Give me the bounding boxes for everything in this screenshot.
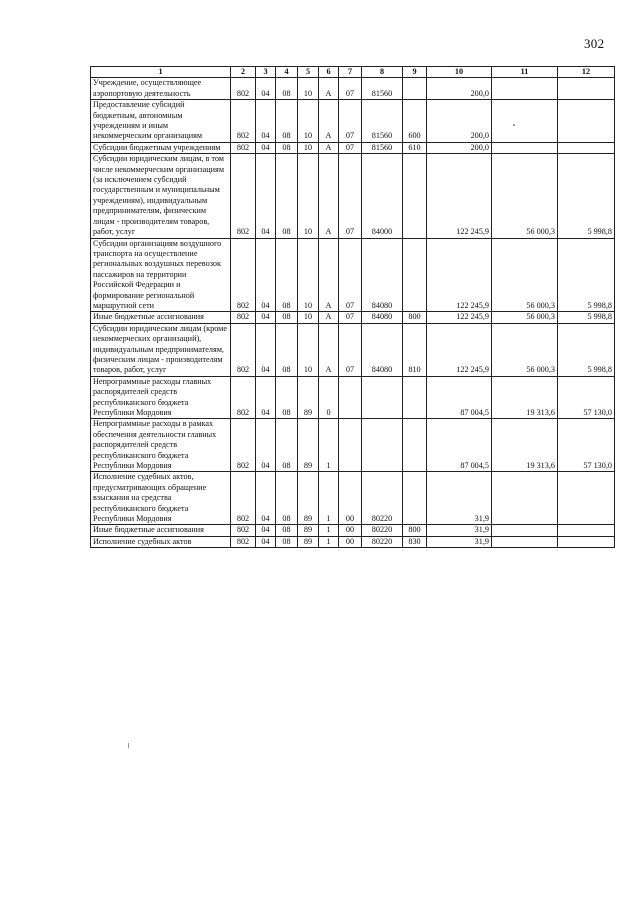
cell-c2: 802 xyxy=(231,419,256,472)
cell-c4: 08 xyxy=(276,142,298,153)
scan-mark xyxy=(128,743,129,748)
cell-c5: 10 xyxy=(298,323,319,376)
table-row xyxy=(91,78,615,100)
cell-c10: 31,9 xyxy=(427,472,492,525)
cell-c8: 84080 xyxy=(362,323,403,376)
column-header: 12 xyxy=(558,67,615,78)
cell-c11 xyxy=(492,472,558,525)
cell-c8: 81560 xyxy=(362,100,403,143)
cell-c3: 04 xyxy=(256,238,276,312)
cell-c10: 31,9 xyxy=(427,536,492,547)
row-description xyxy=(91,142,231,153)
cell-c7: 00 xyxy=(339,536,362,547)
cell-c6: 1 xyxy=(319,536,339,547)
cell-c6: 0 xyxy=(319,376,339,419)
cell-c2: 802 xyxy=(231,312,256,323)
cell-c9 xyxy=(403,154,427,238)
table-row xyxy=(91,419,615,472)
cell-c7 xyxy=(339,376,362,419)
table-row xyxy=(91,154,615,238)
column-header: 3 xyxy=(256,67,276,78)
cell-c9 xyxy=(403,376,427,419)
cell-c4: 08 xyxy=(276,472,298,525)
column-header: 6 xyxy=(319,67,339,78)
cell-c8 xyxy=(362,376,403,419)
row-description-text: Субсидии юридическим лицам, в том числе некоммерческим организациям (за исключением субсидий государственным и муниципальным учреждениям), индивидуальным предпринимателям, физическим лицам - производителям товаров, работ, услуг xyxy=(93,154,224,237)
cell-c7: 07 xyxy=(339,142,362,153)
cell-c3: 04 xyxy=(256,100,276,143)
row-description xyxy=(91,536,231,547)
cell-c10: 200,0 xyxy=(427,78,492,100)
cell-c3: 04 xyxy=(256,142,276,153)
cell-c12: 5 998,8 xyxy=(558,154,615,238)
cell-c12 xyxy=(558,142,615,153)
cell-c8: 84080 xyxy=(362,238,403,312)
budget-table xyxy=(90,66,615,548)
row-description xyxy=(91,376,231,419)
cell-c10: 87 004,5 xyxy=(427,419,492,472)
cell-c2: 802 xyxy=(231,100,256,143)
column-header: 8 xyxy=(362,67,403,78)
cell-c12: 5 998,8 xyxy=(558,312,615,323)
cell-c3: 04 xyxy=(256,525,276,536)
cell-c8: 80220 xyxy=(362,472,403,525)
row-description-text: Учреждение, осуществляющее аэропортовую деятельность xyxy=(93,78,202,98)
cell-c9: 800 xyxy=(403,312,427,323)
cell-c5: 10 xyxy=(298,154,319,238)
column-header: 11 xyxy=(492,67,558,78)
cell-c11: 19 313,6 xyxy=(492,419,558,472)
cell-c4: 08 xyxy=(276,525,298,536)
cell-c8: 81560 xyxy=(362,78,403,100)
scan-mark xyxy=(513,124,515,126)
cell-c7: 07 xyxy=(339,100,362,143)
cell-c12 xyxy=(558,78,615,100)
cell-c11 xyxy=(492,536,558,547)
table-row xyxy=(91,323,615,376)
column-header: 10 xyxy=(427,67,492,78)
cell-c9: 810 xyxy=(403,323,427,376)
cell-c2: 802 xyxy=(231,154,256,238)
cell-c4: 08 xyxy=(276,78,298,100)
cell-c11: 56 000,3 xyxy=(492,323,558,376)
row-description-text: Иные бюджетные ассигнования xyxy=(93,312,204,322)
table-row xyxy=(91,312,615,323)
cell-c6: А xyxy=(319,312,339,323)
cell-c12 xyxy=(558,472,615,525)
cell-c6: А xyxy=(319,238,339,312)
cell-c6: 1 xyxy=(319,419,339,472)
cell-c9 xyxy=(403,472,427,525)
cell-c12: 5 998,8 xyxy=(558,238,615,312)
cell-c12: 57 130,0 xyxy=(558,376,615,419)
cell-c6: А xyxy=(319,142,339,153)
cell-c3: 04 xyxy=(256,536,276,547)
column-header: 5 xyxy=(298,67,319,78)
column-header: 4 xyxy=(276,67,298,78)
cell-c2: 802 xyxy=(231,78,256,100)
cell-c4: 08 xyxy=(276,323,298,376)
row-description-text: Иные бюджетные ассигнования xyxy=(93,525,204,535)
row-description-text: Субсидии юридическим лицам (кроме некоммерческих организаций), индивидуальным предпринимателям, физическим лицам - производителям товаров, работ, услуг xyxy=(93,323,227,375)
cell-c7: 07 xyxy=(339,154,362,238)
cell-c2: 802 xyxy=(231,142,256,153)
row-description xyxy=(91,154,231,238)
cell-c5: 10 xyxy=(298,100,319,143)
cell-c3: 04 xyxy=(256,376,276,419)
cell-c5: 10 xyxy=(298,78,319,100)
column-header: 1 xyxy=(91,67,231,78)
cell-c6: 1 xyxy=(319,525,339,536)
cell-c10: 87 004,5 xyxy=(427,376,492,419)
cell-c3: 04 xyxy=(256,419,276,472)
cell-c4: 08 xyxy=(276,154,298,238)
cell-c5: 89 xyxy=(298,525,319,536)
table-row xyxy=(91,100,615,143)
cell-c8: 80220 xyxy=(362,525,403,536)
table-header-row xyxy=(91,67,615,78)
column-header: 9 xyxy=(403,67,427,78)
cell-c11: 56 000,3 xyxy=(492,238,558,312)
row-description xyxy=(91,323,231,376)
cell-c10: 122 245,9 xyxy=(427,312,492,323)
cell-c3: 04 xyxy=(256,78,276,100)
row-description-text: Исполнение судебных актов, предусматривающих обращение взыскания на средства республиканского бюджета Республики Мордовия xyxy=(93,472,207,524)
cell-c6: А xyxy=(319,100,339,143)
cell-c5: 89 xyxy=(298,536,319,547)
cell-c11: 56 000,3 xyxy=(492,312,558,323)
cell-c11 xyxy=(492,100,558,143)
cell-c11: 19 313,6 xyxy=(492,376,558,419)
cell-c3: 04 xyxy=(256,312,276,323)
cell-c7: 07 xyxy=(339,323,362,376)
cell-c2: 802 xyxy=(231,472,256,525)
cell-c9 xyxy=(403,78,427,100)
cell-c7: 07 xyxy=(339,78,362,100)
table-row xyxy=(91,142,615,153)
cell-c12: 57 130,0 xyxy=(558,419,615,472)
cell-c11 xyxy=(492,525,558,536)
cell-c8 xyxy=(362,419,403,472)
cell-c10: 200,0 xyxy=(427,100,492,143)
row-description xyxy=(91,419,231,472)
cell-c5: 89 xyxy=(298,376,319,419)
cell-c4: 08 xyxy=(276,238,298,312)
row-description xyxy=(91,238,231,312)
table-row xyxy=(91,472,615,525)
cell-c7: 07 xyxy=(339,238,362,312)
cell-c2: 802 xyxy=(231,536,256,547)
cell-c11 xyxy=(492,142,558,153)
row-description-text: Непрограммные расходы в рамках обеспечения деятельности главных распорядителей средств республиканского бюджета Республики Мордовия xyxy=(93,419,217,471)
cell-c3: 04 xyxy=(256,323,276,376)
cell-c6: А xyxy=(319,78,339,100)
cell-c9: 600 xyxy=(403,100,427,143)
table-body xyxy=(91,78,615,548)
table-row xyxy=(91,525,615,536)
cell-c2: 802 xyxy=(231,238,256,312)
cell-c9: 800 xyxy=(403,525,427,536)
cell-c5: 89 xyxy=(298,472,319,525)
cell-c11: 56 000,3 xyxy=(492,154,558,238)
cell-c12 xyxy=(558,536,615,547)
cell-c9: 610 xyxy=(403,142,427,153)
cell-c6: А xyxy=(319,323,339,376)
cell-c10: 122 245,9 xyxy=(427,323,492,376)
table-row xyxy=(91,536,615,547)
cell-c2: 802 xyxy=(231,376,256,419)
cell-c5: 89 xyxy=(298,419,319,472)
cell-c12 xyxy=(558,100,615,143)
cell-c8: 81560 xyxy=(362,142,403,153)
row-description xyxy=(91,472,231,525)
cell-c9: 830 xyxy=(403,536,427,547)
cell-c3: 04 xyxy=(256,472,276,525)
cell-c4: 08 xyxy=(276,419,298,472)
cell-c4: 08 xyxy=(276,536,298,547)
cell-c5: 10 xyxy=(298,142,319,153)
cell-c10: 200,0 xyxy=(427,142,492,153)
row-description-text: Исполнение судебных актов xyxy=(93,536,192,546)
cell-c7: 07 xyxy=(339,312,362,323)
column-header: 7 xyxy=(339,67,362,78)
cell-c12: 5 998,8 xyxy=(558,323,615,376)
row-description-text: Субсидии бюджетным учреждениям xyxy=(93,142,221,152)
cell-c9 xyxy=(403,419,427,472)
cell-c3: 04 xyxy=(256,154,276,238)
row-description xyxy=(91,312,231,323)
cell-c6: А xyxy=(319,154,339,238)
cell-c8: 80220 xyxy=(362,536,403,547)
page-number: 302 xyxy=(584,36,605,51)
cell-c10: 31,9 xyxy=(427,525,492,536)
cell-c2: 802 xyxy=(231,323,256,376)
row-description xyxy=(91,525,231,536)
cell-c12 xyxy=(558,525,615,536)
cell-c4: 08 xyxy=(276,100,298,143)
row-description xyxy=(91,100,231,143)
cell-c7 xyxy=(339,419,362,472)
cell-c6: 1 xyxy=(319,472,339,525)
table-row xyxy=(91,376,615,419)
cell-c7: 00 xyxy=(339,525,362,536)
cell-c7: 00 xyxy=(339,472,362,525)
table-row xyxy=(91,238,615,312)
cell-c10: 122 245,9 xyxy=(427,238,492,312)
cell-c5: 10 xyxy=(298,238,319,312)
row-description-text: Предоставление субсидий бюджетным, автономным учреждениям и иным некоммерческим организациям xyxy=(93,100,203,141)
cell-c2: 802 xyxy=(231,525,256,536)
row-description-text: Субсидии организациям воздушного транспорта на осуществление региональных воздушных перевозок пассажиров на территории Российской Федерации и формирование региональной маршрутной сети xyxy=(93,238,222,310)
cell-c10: 122 245,9 xyxy=(427,154,492,238)
cell-c5: 10 xyxy=(298,312,319,323)
cell-c8: 84000 xyxy=(362,154,403,238)
row-description xyxy=(91,78,231,100)
cell-c8: 84080 xyxy=(362,312,403,323)
cell-c4: 08 xyxy=(276,312,298,323)
cell-c9 xyxy=(403,238,427,312)
cell-c4: 08 xyxy=(276,376,298,419)
cell-c11 xyxy=(492,78,558,100)
row-description-text: Непрограммные расходы главных распорядителей средств республиканского бюджета Республики Мордовия xyxy=(93,376,212,417)
column-header: 2 xyxy=(231,67,256,78)
